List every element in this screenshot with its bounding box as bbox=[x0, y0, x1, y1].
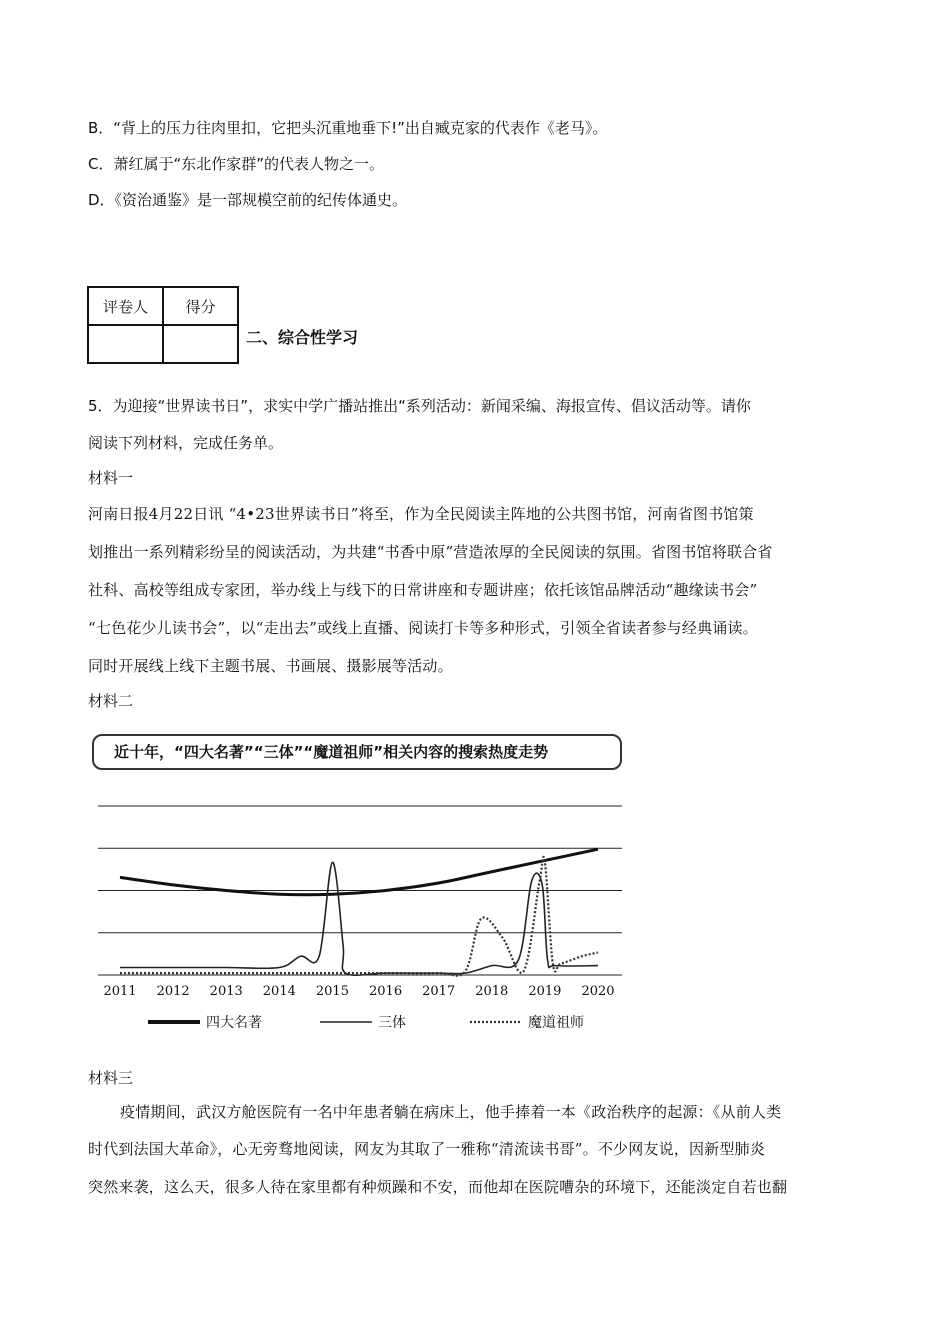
material1-line: 社科、高校等组成专家团，举办线上与线下的日常讲座和专题讲座；依托该馆品牌活动“趣缘读书会” bbox=[88, 581, 758, 599]
score-table-header-score: 得分 bbox=[163, 287, 238, 325]
x-tick-label: 2017 bbox=[422, 984, 456, 999]
x-tick-label: 2015 bbox=[315, 984, 349, 999]
series-line-thick bbox=[120, 849, 598, 895]
question-line-2: 阅读下列材料，完成任务单。 bbox=[88, 434, 284, 452]
legend-label: 魔道祖师 bbox=[528, 1015, 584, 1031]
legend-label: 三体 bbox=[378, 1015, 406, 1031]
x-tick-label: 2016 bbox=[369, 984, 403, 999]
x-tick-label: 2018 bbox=[475, 984, 509, 999]
legend-label: 四大名著 bbox=[206, 1015, 262, 1031]
material2-label: 材料二 bbox=[88, 692, 134, 710]
material1-line: 同时开展线上线下主题书展、书画展、摄影展等活动。 bbox=[88, 657, 453, 675]
score-table-header-grader: 评卷人 bbox=[88, 287, 163, 325]
series-line-thin bbox=[120, 862, 598, 975]
chart-title: 近十年，“四大名著”“三体”“魔道祖师”相关内容的搜索热度走势 bbox=[92, 734, 622, 770]
x-tick-label: 2012 bbox=[156, 984, 190, 999]
option-b: B．“背上的压力往肉里扣，它把头沉重地垂下!”出自臧克家的代表作《老马》。 bbox=[88, 119, 608, 137]
material3-line: 疫情期间，武汉方舱医院有一名中年患者躺在病床上，他手捧着一本《政治秩序的起源：《从前人类 bbox=[120, 1103, 782, 1121]
x-tick-label: 2020 bbox=[581, 984, 615, 999]
material1-line: 河南日报4月22日讯 “4•23世界读书日”将至，作为全民阅读主阵地的公共图书馆，河南省图书馆策 bbox=[88, 505, 754, 523]
material3-line: 突然来袭，这么天，很多人待在家里都有种烦躁和不安，而他却在医院嘈杂的环境下，还能淡定自若也翻 bbox=[88, 1178, 788, 1196]
material1-line: 划推出一系列精彩纷呈的阅读活动，为共建“书香中原”营造浓厚的全民阅读的氛围。省图书馆将联合省 bbox=[88, 543, 773, 561]
material1-line: “七色花少儿读书会”，以“走出去”或线上直播、阅读打卡等多种形式，引领全省读者参与经典诵读。 bbox=[88, 619, 758, 637]
option-d: D．《资治通鉴》是一部规模空前的纪传体通史。 bbox=[88, 191, 408, 209]
material3-label: 材料三 bbox=[88, 1069, 134, 1087]
option-c: C．萧红属于“东北作家群”的代表人物之一。 bbox=[88, 155, 385, 173]
x-tick-label: 2014 bbox=[262, 984, 296, 999]
section-title: 二、综合性学习 bbox=[246, 328, 359, 347]
x-tick-label: 2019 bbox=[528, 984, 562, 999]
material1-label: 材料一 bbox=[88, 469, 134, 487]
x-tick-label: 2011 bbox=[103, 984, 137, 999]
question-line-1: 5．为迎接“世界读书日”，求实中学广播站推出“系列活动：新闻采编、海报宣传、倡议活动等。请你 bbox=[88, 397, 751, 415]
x-tick-label: 2013 bbox=[209, 984, 243, 999]
material3-line: 时代到法国大革命》，心无旁骛地阅读，网友为其取了一雅称“清流读书哥”。不少网友说，因新型肺炎 bbox=[88, 1140, 766, 1158]
